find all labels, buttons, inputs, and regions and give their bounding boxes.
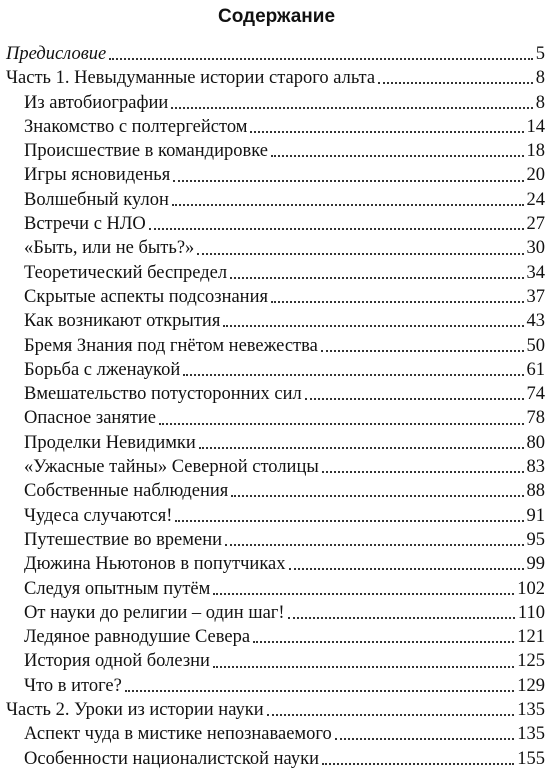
toc-entry-title: Следуя опытным путём [24,578,211,599]
dot-leader [213,593,514,595]
toc-entry-title: Как возникают открытия [24,311,221,332]
toc-entry-page-number: 37 [526,286,545,307]
toc-entry [6,649,545,673]
dot-leader [288,617,515,619]
toc-entry-page-number: 30 [526,238,545,259]
toc-entry [6,577,545,601]
dot-leader [378,82,533,84]
toc-entry-page-number: 129 [517,675,545,696]
toc-entry [6,66,545,90]
toc-entry-title: Проделки Невидимки [24,432,196,453]
toc-entry-page-number: 99 [526,554,545,575]
toc-entry [6,698,545,722]
toc-entry [6,455,545,479]
toc-entry-title: Путешествие во времени [24,529,222,550]
dot-leader [289,568,524,570]
toc-entry-title: Скрытые аспекты подсознания [24,286,268,307]
toc-entry-title: Часть 1. Невыдуманные истории старого альта [6,68,376,89]
toc-entry [6,285,545,309]
toc-entry-page-number: 8 [535,92,545,113]
dot-leader [173,180,523,182]
toc-entry-page-number: 14 [526,116,545,137]
toc-entry-title: Ледяное равнодушие Севера [24,627,251,648]
toc-entry [6,236,545,260]
toc-entry-title: Аспект чуда в мистике непознаваемого [24,724,332,745]
toc-entry [6,674,545,698]
dot-leader [199,447,524,449]
toc-entry-page-number: 110 [517,602,545,623]
toc-entry-title: Особенности националистской науки [24,748,319,769]
toc-entry [6,115,545,139]
toc-entry [6,358,545,382]
toc-entry-page-number: 34 [526,262,545,283]
dot-leader [305,398,524,400]
toc-entry-title: «Ужасные тайны» Северной столицы [24,457,319,478]
toc-entry [6,163,545,187]
toc-entry-page-number: 61 [526,359,545,380]
toc-entry-page-number: 5 [535,44,545,64]
dot-leader [253,641,514,643]
toc-entry-title: Из автобиографии [24,92,169,113]
dot-leader [171,107,532,109]
toc-entry [6,406,545,430]
dot-leader [322,763,514,765]
table-of-contents [6,42,545,771]
dot-leader [197,253,523,255]
toc-entry-title: Собственные наблюдения [24,481,229,502]
toc-entry-title: Знакомство с полтергейстом [24,116,248,137]
dot-leader [125,690,514,692]
toc-entry-page-number: 155 [517,748,545,769]
toc-entry-title: Волшебный кулон [24,189,169,210]
toc-entry [6,625,545,649]
toc-entry [6,188,545,212]
toc-entry-page-number: 125 [517,651,545,672]
toc-entry [6,91,545,115]
dot-leader [175,520,523,522]
toc-entry [6,42,545,66]
toc-entry-title: История одной болезни [24,651,210,672]
dot-leader [159,423,523,425]
toc-entry-title: «Быть, или не быть?» [24,238,195,259]
toc-entry-title: Вмешательство потусторонних сил [24,384,302,405]
page-title: Содержание [217,6,336,27]
toc-entry-title: Предисловие [6,44,107,64]
toc-entry-page-number: 121 [517,627,545,648]
toc-entry [6,139,545,163]
toc-entry [6,747,545,771]
dot-leader [213,666,514,668]
toc-entry-title: Часть 2. Уроки из истории науки [6,700,264,721]
dot-leader [322,471,524,473]
dot-leader [271,301,524,303]
toc-entry-title: Происшествие в командировке [24,141,268,162]
toc-entry [6,431,545,455]
toc-entry-title: Игры ясновиденья [24,165,171,186]
toc-entry-title: Борьба с лженаукой [24,359,181,380]
toc-entry-page-number: 78 [526,408,545,429]
toc-entry-page-number: 50 [526,335,545,356]
toc-entry-page-number: 20 [526,165,545,186]
toc-entry [6,601,545,625]
dot-leader [231,495,523,497]
toc-entry [6,552,545,576]
toc-entry-title: Что в итоге? [24,675,122,696]
toc-entry [6,334,545,358]
toc-entry-page-number: 8 [535,68,545,89]
dot-leader [271,155,524,157]
toc-entry-page-number: 80 [526,432,545,453]
toc-entry [6,479,545,503]
dot-leader [172,204,524,206]
toc-entry-page-number: 135 [517,700,545,721]
toc-entry-title: Дюжина Ньютонов в попутчиках [24,554,286,575]
dot-leader [183,374,523,376]
toc-entry [6,261,545,285]
toc-entry-title: Чудеса случаются! [24,505,173,526]
dot-leader [230,277,523,279]
toc-entry-page-number: 18 [526,141,545,162]
toc-entry-page-number: 27 [526,214,545,235]
toc-entry-page-number: 83 [526,457,545,478]
toc-entry-page-number: 24 [526,189,545,210]
toc-entry-title: Встречи с НЛО [24,214,146,235]
toc-entry-page-number: 95 [526,529,545,550]
dot-leader [149,228,524,230]
toc-entry [6,504,545,528]
dot-leader [267,714,515,716]
toc-entry-page-number: 43 [526,311,545,332]
toc-entry-title: Опасное занятие [24,408,157,429]
dot-leader [109,58,533,60]
toc-entry [6,528,545,552]
toc-entry-page-number: 74 [526,384,545,405]
dot-leader [225,544,524,546]
toc-entry [6,212,545,236]
dot-leader [335,738,514,740]
dot-leader [321,350,524,352]
toc-entry-page-number: 102 [517,578,545,599]
toc-entry [6,309,545,333]
toc-entry-title: Бремя Знания под гнётом невежества [24,335,318,356]
toc-entry [6,722,545,746]
toc-entry-page-number: 88 [526,481,545,502]
toc-entry [6,382,545,406]
dot-leader [223,325,523,327]
toc-entry-page-number: 91 [526,505,545,526]
dot-leader [250,131,523,133]
toc-entry-title: Теоретический беспредел [24,262,228,283]
toc-entry-page-number: 135 [517,724,545,745]
toc-entry-title: От науки до религии – один шаг! [24,602,285,623]
